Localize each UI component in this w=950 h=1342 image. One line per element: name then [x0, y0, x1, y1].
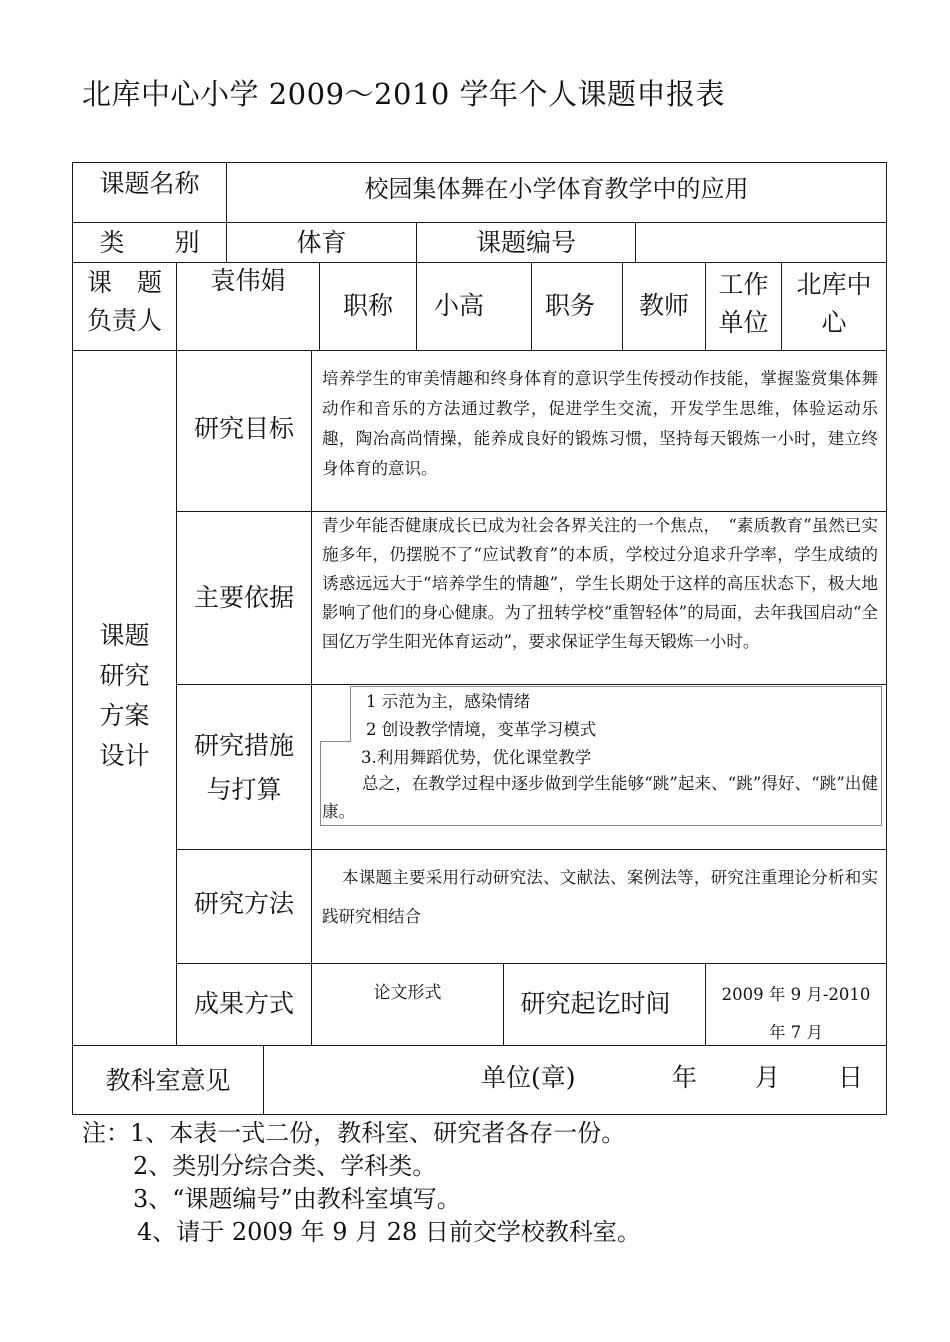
plan-label: 课题 研究 方案 设计 — [99, 621, 150, 770]
office-label: 教科室意见 — [105, 1066, 231, 1095]
month-label: 月 — [755, 1063, 781, 1092]
seal-label: 单位(章) — [481, 1063, 576, 1092]
note-2: 2、类别分综合类、学科类。 — [133, 1152, 437, 1180]
title-value: 小高 — [433, 291, 484, 320]
note-3: 3、“课题编号”由教科室填写。 — [133, 1185, 461, 1213]
topic-name-label: 课题名称 — [99, 169, 200, 198]
title-label: 职称 — [342, 291, 393, 320]
goal-label: 研究目标 — [193, 414, 294, 443]
basis-label: 主要依据 — [193, 583, 294, 612]
leader-value: 袁伟娟 — [210, 266, 286, 295]
leader-label: 课 题 负责人 — [86, 268, 162, 335]
period-label: 研究起讫时间 — [520, 989, 671, 1018]
goal-text: 培养学生的审美情趣和终身体育的意识学生传授动作技能，掌握鉴赏集体舞动作和音乐的方法通过教学，促进学生交流，开发学生思维，体验运动乐趣，陶冶高尚情操，能养成良好的锻炼习惯，坚持每天锻炼一小时，建立终身体育的意识。 — [322, 369, 878, 478]
unit-label: 工作 单位 — [718, 270, 769, 337]
list-item: 1 示范为主，感染情绪 — [366, 692, 531, 711]
basis-text: 青少年能否健康成长已成为社会各界关注的一个焦点， “素质教育”虽然已实施多年，仍摆脱不了“应试教育”的本质，学校过分追求升学率，学生成绩的诱惑远远大于“培养学生的情趣”，学生长期处于这样的高压状态下，极大地影响了他们的身心健康。为了扭转学校“重智轻体”的局面，去年我国启动“全国亿万学生阳光体育运动”，要求保证学生每天锻炼一小时。 — [322, 516, 878, 651]
page-title: 北库中心小学 2009～2010 学年个人课题申报表 — [82, 77, 726, 111]
measure-item-list — [361, 688, 597, 772]
list-item: 2 创设教学情境，变革学习模式 — [366, 720, 597, 739]
duty-label: 职务 — [544, 291, 595, 320]
result-value: 论文形式 — [373, 983, 442, 1003]
topic-name-value: 校园集体舞在小学体育教学中的应用 — [364, 174, 749, 203]
method-label: 研究方法 — [193, 889, 294, 918]
method-text: 本课题主要采用行动研究法、文献法、案例法等，研究注重理论分析和实践研究相结合 — [322, 868, 878, 926]
measure-label: 研究措施 与打算 — [193, 731, 294, 804]
result-label: 成果方式 — [193, 989, 294, 1018]
category-value: 体育 — [296, 228, 347, 257]
measure-summary: 总之，在教学过程中逐步做到学生能够“跳”起来、“跳”得好、“跳”出健康。 — [322, 774, 878, 821]
day-label: 日 — [838, 1063, 864, 1092]
note-4: 4、请于 2009 年 9 月 28 日前交学校教科室。 — [137, 1218, 641, 1246]
topic-number-label: 课题编号 — [475, 228, 576, 257]
note-1: 注：1、本表一式二份，教科室、研究者各存一份。 — [82, 1119, 626, 1147]
category-label: 类 别 — [99, 228, 200, 257]
topic-number-value — [636, 223, 886, 259]
year-label: 年 — [672, 1063, 698, 1092]
list-item: 3.利用舞蹈优势，优化课堂教学 — [361, 748, 592, 767]
unit-value: 北库中 心 — [796, 270, 872, 337]
duty-value: 教师 — [638, 291, 689, 320]
period-value: 2009 年 9 月-2010 年 7 月 — [721, 985, 871, 1042]
